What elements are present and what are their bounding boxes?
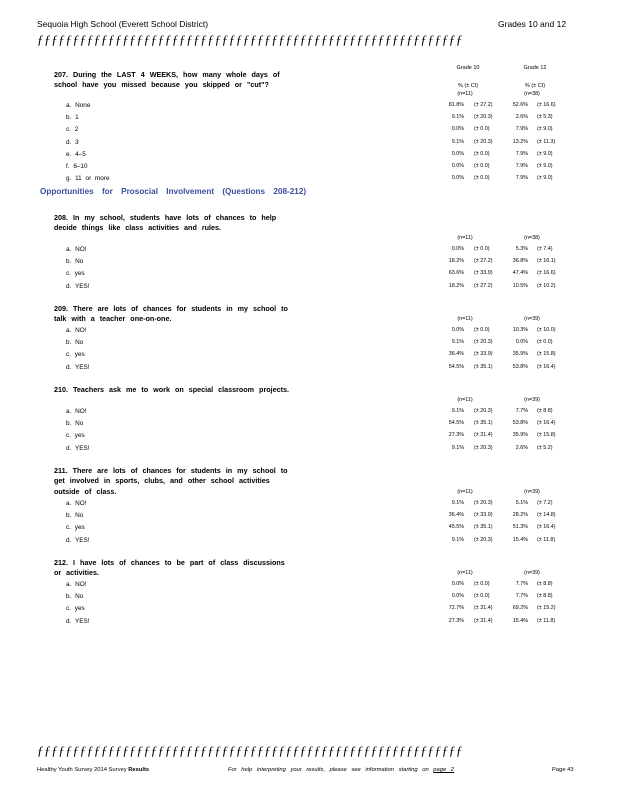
grade12-percent: 47.4% bbox=[512, 270, 528, 277]
top-rule: ƒƒƒƒƒƒƒƒƒƒƒƒƒƒƒƒƒƒƒƒƒƒƒƒƒƒƒƒƒƒƒƒƒƒƒƒƒƒƒƒƒƒƒƒƒƒƒƒƒƒƒƒƒƒƒƒƒƒƒƒ bbox=[37, 32, 463, 47]
option-label: b. No bbox=[66, 258, 84, 266]
grade12-ci: (± 16.1) bbox=[537, 258, 556, 265]
grade10-percent: 63.6% bbox=[448, 270, 464, 277]
question-text bbox=[54, 70, 294, 91]
grade12-ci: (± 16.4) bbox=[537, 524, 556, 531]
question-text bbox=[54, 304, 294, 325]
grade12-percent: 2.6% bbox=[515, 444, 528, 451]
footer-results: Results bbox=[128, 767, 150, 773]
grade12-percent: 51.3% bbox=[512, 524, 528, 531]
footer-left bbox=[37, 767, 149, 773]
option-label: c. yes bbox=[66, 351, 85, 359]
grade12-percent: 7.7% bbox=[515, 581, 528, 587]
grade10-ci: (± 27.2) bbox=[474, 282, 493, 289]
grade10-ci: (± 35.1) bbox=[474, 420, 493, 427]
sample-size-n12: (n=39) bbox=[524, 316, 540, 322]
grade12-percent: 10.3% bbox=[512, 327, 528, 333]
grade10-ci: (± 35.1) bbox=[474, 363, 493, 370]
grade12-ci: (± 16.4) bbox=[537, 363, 556, 370]
question-body: There are lots of chances for students in my school to talk with a teacher one-on-one. bbox=[54, 304, 288, 324]
bottom-rule: ƒƒƒƒƒƒƒƒƒƒƒƒƒƒƒƒƒƒƒƒƒƒƒƒƒƒƒƒƒƒƒƒƒƒƒƒƒƒƒƒƒƒƒƒƒƒƒƒƒƒƒƒƒƒƒƒƒƒƒƒ bbox=[37, 743, 463, 758]
grade12-percent: 7.7% bbox=[515, 408, 528, 414]
option-label: a. None bbox=[66, 102, 91, 109]
grade10-percent: 36.4% bbox=[448, 351, 464, 358]
footer-help-text: For help interpreting your results, please see information starting on bbox=[228, 767, 434, 773]
sample-size-n10: (n=11) bbox=[457, 316, 473, 322]
grade10-percent: 0.0% bbox=[451, 581, 464, 587]
grade10-percent: 9.1% bbox=[451, 444, 464, 451]
grade12-percent: 5.1% bbox=[515, 500, 528, 506]
grade12-percent: 15.4% bbox=[512, 536, 528, 543]
grade10-ci: (± 0.0) bbox=[474, 175, 490, 182]
grade10-ci: (± 0.0) bbox=[474, 126, 490, 133]
grade12-ci: (± 16.6) bbox=[537, 102, 556, 108]
option-label: a. NO! bbox=[66, 581, 87, 588]
grade12-ci: (± 8.8) bbox=[537, 581, 553, 587]
grade10-ci: (± 33.9) bbox=[474, 512, 493, 519]
sample-size-n10: (n=11) bbox=[457, 397, 473, 403]
grade12-percent: 35.9% bbox=[512, 351, 528, 358]
grade10-ci: (± 0.0) bbox=[474, 581, 490, 587]
question-text bbox=[54, 385, 294, 395]
option-label: g. 11 or more bbox=[66, 175, 110, 183]
sample-size-n12: (n=39) bbox=[524, 397, 540, 403]
grade10-percent: 9.1% bbox=[451, 500, 464, 506]
question-body: In my school, students have lots of chances to help decide things like class activities and rules. bbox=[54, 213, 277, 233]
grade12-ci: (± 16.4) bbox=[537, 420, 556, 427]
grade12-ci: (± 9.0) bbox=[537, 175, 553, 182]
col-grade10: Grade 10 bbox=[456, 65, 480, 71]
option-label: b. No bbox=[66, 512, 84, 520]
grade10-ci: (± 20.3) bbox=[474, 138, 493, 145]
grade10-percent: 9.1% bbox=[451, 138, 464, 145]
grade12-percent: 7.9% bbox=[515, 175, 528, 182]
grade12-percent: 36.8% bbox=[512, 258, 528, 265]
grade12-percent: 35.9% bbox=[512, 432, 528, 439]
option-label: d. YES! bbox=[66, 617, 90, 625]
grade10-percent: 27.3% bbox=[448, 432, 464, 439]
grade10-percent: 0.0% bbox=[451, 327, 464, 333]
option-label: a. NO! bbox=[66, 408, 87, 415]
option-label: d. YES! bbox=[66, 536, 90, 544]
option-label: b. No bbox=[66, 339, 84, 347]
question-number: 212. bbox=[54, 558, 68, 567]
option-label: c. yes bbox=[66, 432, 85, 440]
grade12-percent: 52.6% bbox=[512, 102, 528, 108]
grade10-ci: (± 31.4) bbox=[474, 617, 493, 624]
option-label: c. yes bbox=[66, 524, 85, 532]
grade10-percent: 54.5% bbox=[448, 363, 464, 370]
grade10-percent: 45.5% bbox=[448, 524, 464, 531]
sample-size-n12: (n=38) bbox=[524, 235, 540, 241]
grade10-percent: 0.0% bbox=[451, 163, 464, 169]
section-title: Opportunities for Prosocial Involvement (Questions 208-212) bbox=[40, 187, 307, 196]
grade12-percent: 13.2% bbox=[512, 138, 528, 145]
grade12-ci: (± 11.8) bbox=[537, 536, 556, 543]
grade10-ci: (± 20.3) bbox=[474, 408, 493, 414]
grade10-ci: (± 27.2) bbox=[474, 258, 493, 265]
grade12-percent: 15.4% bbox=[512, 617, 528, 624]
grade10-ci: (± 33.9) bbox=[474, 270, 493, 277]
grade10-percent: 9.1% bbox=[451, 536, 464, 543]
grade10-ci: (± 20.3) bbox=[474, 536, 493, 543]
grade10-ci: (± 0.0) bbox=[474, 593, 490, 600]
grade10-percent: 81.8% bbox=[448, 102, 464, 108]
grade10-percent: 27.3% bbox=[448, 617, 464, 624]
option-label: a. NO! bbox=[66, 246, 87, 253]
option-label: d. YES! bbox=[66, 363, 90, 371]
question-number: 209. bbox=[54, 304, 68, 313]
header-grades: Grades 10 and 12 bbox=[498, 19, 567, 29]
sample-size-n10: (n=11) bbox=[457, 91, 473, 97]
grade10-ci: (± 31.4) bbox=[474, 432, 493, 439]
option-label: c. yes bbox=[66, 270, 85, 278]
grade12-percent: 10.5% bbox=[512, 282, 528, 289]
question-body: I have lots of chances to be part of class discussions or activities. bbox=[54, 558, 285, 578]
option-label: d. 3 bbox=[66, 138, 79, 146]
option-label: f. 6–10 bbox=[66, 163, 88, 170]
sample-size-n10: (n=11) bbox=[457, 489, 473, 495]
option-label: c. 2 bbox=[66, 126, 79, 134]
grade12-ci: (± 8.8) bbox=[537, 408, 553, 414]
sample-size-n12: (n=39) bbox=[524, 489, 540, 495]
grade10-ci: (± 20.3) bbox=[474, 444, 493, 451]
grade10-percent: 36.4% bbox=[448, 512, 464, 519]
grade12-ci: (± 9.0) bbox=[537, 163, 553, 169]
option-label: a. NO! bbox=[66, 500, 87, 507]
grade10-ci: (± 0.0) bbox=[474, 163, 490, 169]
grade10-ci: (± 27.2) bbox=[474, 102, 493, 108]
grade12-percent: 28.2% bbox=[512, 512, 528, 519]
footer-page-number: Page 43 bbox=[552, 767, 574, 773]
sample-size-n12: (n=39) bbox=[524, 570, 540, 576]
question-body: There are lots of chances for students in my school to get involved in sports, clubs, and other school activities outside of class. bbox=[54, 466, 288, 496]
grade10-percent: 0.0% bbox=[451, 175, 464, 182]
grade10-ci: (± 31.4) bbox=[474, 605, 493, 612]
grade12-percent: 7.9% bbox=[515, 150, 528, 157]
grade10-percent: 0.0% bbox=[451, 246, 464, 252]
grade10-percent: 72.7% bbox=[448, 605, 464, 612]
grade12-percent: 7.9% bbox=[515, 126, 528, 133]
grade12-ci: (± 9.0) bbox=[537, 150, 553, 157]
question-body: Teachers ask me to work on special classroom projects. bbox=[73, 385, 290, 394]
question-number: 207. bbox=[54, 70, 68, 79]
grade12-ci: (± 10.0) bbox=[537, 327, 556, 333]
grade10-ci: (± 0.0) bbox=[474, 150, 490, 157]
grade10-percent: 18.2% bbox=[448, 258, 464, 265]
grade12-ci: (± 16.6) bbox=[537, 270, 556, 277]
footer-help bbox=[228, 767, 454, 773]
grade10-percent: 9.1% bbox=[451, 339, 464, 346]
grade12-ci: (± 8.8) bbox=[537, 593, 553, 600]
question-number: 208. bbox=[54, 213, 68, 222]
header-school: Sequoia High School (Everett School District) bbox=[37, 19, 209, 29]
grade12-percent: 53.8% bbox=[512, 420, 528, 427]
grade10-percent: 9.1% bbox=[451, 408, 464, 414]
grade10-ci: (± 0.0) bbox=[474, 327, 490, 333]
grade10-ci: (± 0.0) bbox=[474, 246, 490, 252]
grade10-percent: 54.5% bbox=[448, 420, 464, 427]
question-text bbox=[54, 558, 294, 579]
grade12-percent: 69.2% bbox=[512, 605, 528, 612]
col-grade12: Grade 12 bbox=[523, 65, 547, 71]
grade12-percent: 0.0% bbox=[515, 339, 528, 346]
sample-size-n10: (n=11) bbox=[457, 570, 473, 576]
grade10-ci: (± 20.3) bbox=[474, 339, 493, 346]
grade12-percent: 53.8% bbox=[512, 363, 528, 370]
grade12-ci: (± 15.2) bbox=[537, 605, 556, 612]
question-text bbox=[54, 213, 294, 234]
sample-size-n10: (n=11) bbox=[457, 235, 473, 241]
option-label: e. 4–5 bbox=[66, 150, 86, 158]
footer-page-link[interactable]: page 2 bbox=[433, 767, 455, 773]
question-body: During the LAST 4 WEEKS, how many whole days of school have you missed because you skipped or "cut"? bbox=[54, 70, 280, 90]
grade10-percent: 9.1% bbox=[451, 114, 464, 121]
option-label: d. YES! bbox=[66, 444, 90, 452]
option-label: c. yes bbox=[66, 605, 85, 613]
grade12-percent: 7.7% bbox=[515, 593, 528, 600]
grade12-percent: 2.6% bbox=[515, 114, 528, 121]
footer-survey: Healthy Youth Survey 2014 Survey bbox=[37, 767, 129, 773]
grade12-ci: (± 9.0) bbox=[537, 126, 553, 133]
grade10-percent: 0.0% bbox=[451, 593, 464, 600]
grade10-ci: (± 20.3) bbox=[474, 500, 493, 506]
grade12-ci: (± 7.2) bbox=[537, 500, 553, 506]
grade12-ci: (± 15.8) bbox=[537, 432, 556, 439]
grade12-percent: 5.3% bbox=[515, 246, 528, 252]
grade10-ci: (± 35.1) bbox=[474, 524, 493, 531]
grade12-ci: (± 0.0) bbox=[537, 339, 553, 346]
option-label: d. YES! bbox=[66, 282, 90, 290]
sample-size-n12: (n=38) bbox=[524, 91, 540, 97]
grade12-ci: (± 14.8) bbox=[537, 512, 556, 519]
grade12-ci: (± 10.2) bbox=[537, 282, 556, 289]
question-number: 211. bbox=[54, 466, 68, 475]
grade12-ci: (± 15.8) bbox=[537, 351, 556, 358]
grade10-ci: (± 20.3) bbox=[474, 114, 493, 121]
option-label: b. No bbox=[66, 420, 84, 428]
option-label: b. 1 bbox=[66, 114, 79, 122]
col-grade12-pct: % (± CI) bbox=[524, 83, 546, 89]
grade10-percent: 0.0% bbox=[451, 150, 464, 157]
grade10-percent: 0.0% bbox=[451, 126, 464, 133]
grade12-percent: 7.9% bbox=[515, 163, 528, 169]
option-label: a. NO! bbox=[66, 327, 87, 334]
grade12-ci: (± 5.3) bbox=[537, 114, 553, 121]
question-number: 210. bbox=[54, 385, 68, 394]
col-grade10-pct: % (± CI) bbox=[457, 83, 479, 89]
grade12-ci: (± 7.4) bbox=[537, 246, 553, 252]
grade12-ci: (± 5.2) bbox=[537, 444, 553, 451]
grade12-ci: (± 11.3) bbox=[537, 138, 556, 145]
grade10-percent: 18.2% bbox=[448, 282, 464, 289]
question-text bbox=[54, 466, 294, 497]
grade12-ci: (± 11.8) bbox=[537, 617, 556, 624]
grade10-ci: (± 33.9) bbox=[474, 351, 493, 358]
option-label: b. No bbox=[66, 593, 84, 601]
